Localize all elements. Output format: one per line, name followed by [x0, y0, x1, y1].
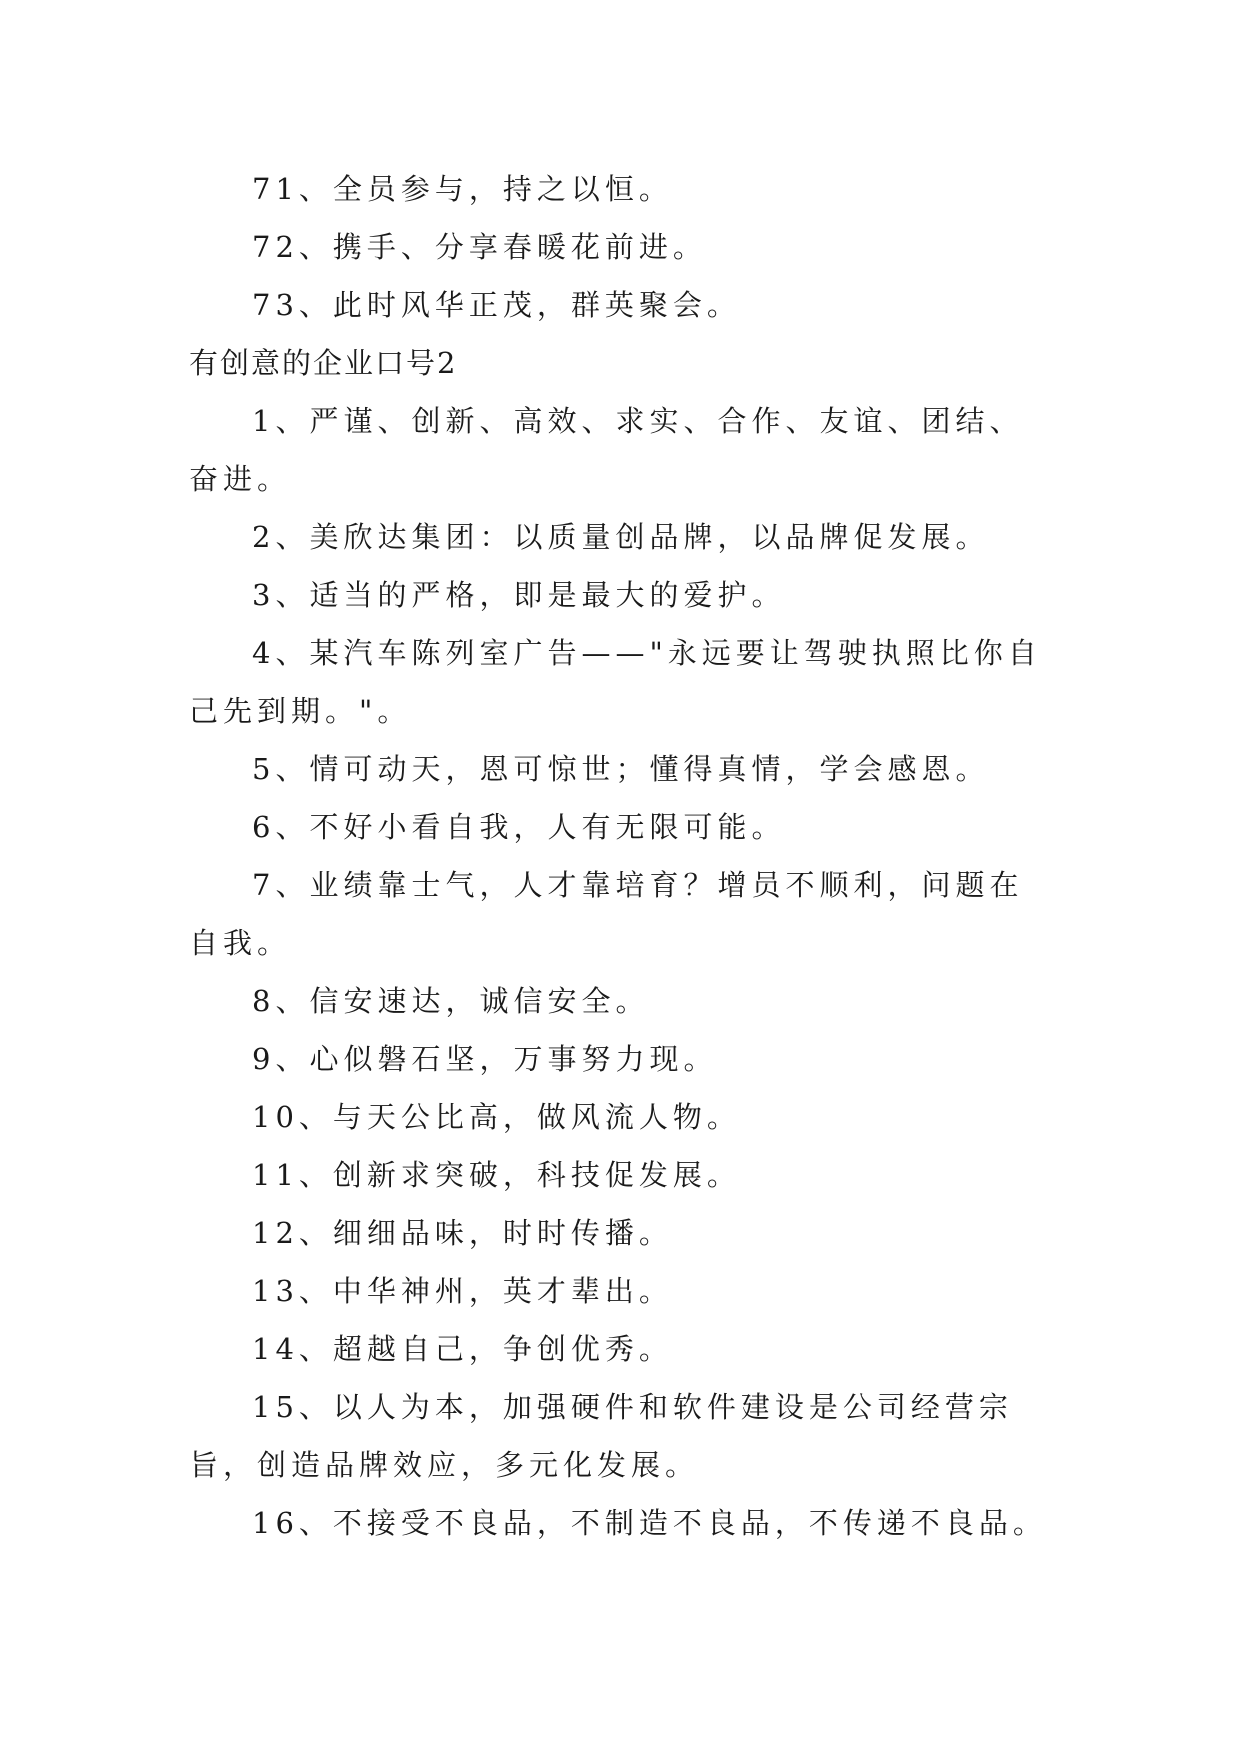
slogan-line: 16、不接受不良品，不制造不良品，不传递不良品。 — [252, 1506, 1047, 1540]
slogan-line: 71、全员参与，持之以恒。 — [252, 172, 673, 206]
slogan-line: 72、携手、分享春暖花前进。 — [252, 230, 707, 264]
slogan-line: 2、美欣达集团：以质量创品牌，以品牌促发展。 — [252, 520, 990, 554]
slogan-line: 12、细细品味，时时传播。 — [252, 1216, 673, 1250]
slogan-line: 11、创新求突破，科技促发展。 — [252, 1158, 741, 1192]
slogan-line: 1、严谨、创新、高效、求实、合作、友谊、团结、奋进。 — [189, 404, 1024, 496]
slogan-line: 6、不好小看自我，人有无限可能。 — [252, 810, 786, 844]
slogan-line: 9、心似磐石坚，万事努力现。 — [252, 1042, 718, 1076]
slogan-line: 7、业绩靠士气，人才靠培育？增员不顺利，问题在自我。 — [189, 868, 1024, 960]
slogan-line: 4、某汽车陈列室广告——"永远要让驾驶执照比你自己先到期。"。 — [189, 636, 1042, 728]
slogan-line: 8、信安速达，诚信安全。 — [252, 984, 650, 1018]
slogan-line: 73、此时风华正茂，群英聚会。 — [252, 288, 741, 322]
document-body — [189, 160, 1055, 1552]
slogan-line: 5、情可动天，恩可惊世；懂得真情，学会感恩。 — [252, 752, 990, 786]
slogan-line: 13、中华神州，英才辈出。 — [252, 1274, 673, 1308]
slogan-line: 3、适当的严格，即是最大的爱护。 — [252, 578, 786, 612]
slogan-line: 15、以人为本，加强硬件和软件建设是公司经营宗旨，创造品牌效应，多元化发展。 — [189, 1390, 1013, 1482]
slogan-line: 10、与天公比高，做风流人物。 — [252, 1100, 741, 1134]
section-heading: 有创意的企业口号2 — [189, 346, 458, 380]
slogan-line: 14、超越自己，争创优秀。 — [252, 1332, 673, 1366]
